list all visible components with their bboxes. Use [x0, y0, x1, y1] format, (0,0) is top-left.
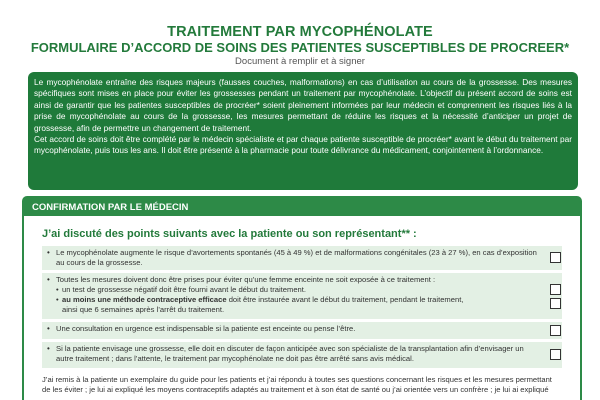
- physician-confirmation-section: [22, 196, 582, 400]
- confirm-checkbox-pregnancy-plan[interactable]: [550, 349, 561, 360]
- confirm-checkbox-contraception[interactable]: [550, 298, 561, 309]
- intro-paragraph-2: Cet accord de soins doit être complété par le médecin spécialiste et par chaque patiente susceptible de procréer* avant le début du traitement par mycophénolate, puis tous les ans. Il doit être présenté à la pharmacie pour toute délivrance du médicament, conjointement à l’ordonnance.: [34, 134, 572, 156]
- intro-paragraph-1: Le mycophénolate entraîne des risques majeurs (fausses couches, malformations) en cas d’utilisation au cours de la grossesse. Des mesures spécifiques sont mises en place pour éviter les grossesses pendant un traitement par mycophénolate. L’objectif du présent accord de soins est ainsi de garantir que les patientes susceptibles de procréer* soient pleinement informées par leur médecin et comprennent les risques liés à la prise de mycophénolate au cours de la grossesse, les mesures permettant de réduire les risques et la nécessité d’anticiper un projet de grossesse, afin de permettre un changement de traitement.: [34, 77, 572, 133]
- bullet-icon: •: [47, 324, 50, 333]
- physician-statement: J’ai remis à la patiente un exemplaire du guide pour les patients et j’ai répondu à toutes ses questions concernant les risques et les mesures permettant de les éviter ; je lui ai expliqué les moyens contraceptifs adaptés au traitement et à son état de santé ou j’ai orientée vers un confrère ; je lui ai expliqué: [42, 375, 552, 394]
- contraception-emphasis: au moins une méthode contraceptive efficace: [62, 295, 227, 304]
- form-subtitle: Document à remplir et à signer: [235, 56, 365, 67]
- checklist-text: Si la patiente envisage une grossesse, elle doit en discuter de façon anticipée avec son spécialiste de la transplantation afin d’envisager un autre traitement ; dans l’attente, le traitement par mycophénolate ne doit pas être arrêté sans avis médical.: [56, 344, 524, 363]
- checklist-text: Toutes les mesures doivent donc être prises pour éviter qu’une femme enceinte ne soit exposée à ce traitement :: [56, 275, 436, 284]
- form-title-line1: TRAITEMENT PAR MYCOPHÉNOLATE: [167, 24, 433, 40]
- checklist-text: Une consultation en urgence est indispensable si la patiente est enceinte ou pense l’être.: [56, 324, 356, 333]
- sub-item-pregnancy-test: un test de grossesse négatif doit être fourni avant le début du traitement.: [62, 285, 306, 294]
- sub-item-contraception: [62, 295, 532, 305]
- bullet-icon: •: [47, 275, 50, 284]
- sub-bullet-icon: •: [56, 295, 59, 304]
- intro-box: [28, 72, 578, 190]
- checklist-row: [42, 246, 562, 270]
- section-question: J’ai discuté des points suivants avec la patiente ou son représentant** :: [42, 228, 417, 240]
- checklist-text: Le mycophénolate augmente le risque d’avortements spontanés (45 à 49 %) et de malformations congénitales (23 à 27 %), en cas d’exposition au cours de la grossesse.: [56, 248, 537, 267]
- sub-bullet-icon: •: [56, 285, 59, 294]
- checklist-row: [42, 322, 562, 339]
- form-title-line2: FORMULAIRE D’ACCORD DE SOINS DES PATIENTES SUSCEPTIBLES DE PROCREER*: [30, 40, 570, 55]
- checklist-row: [42, 273, 562, 319]
- bullet-icon: •: [47, 248, 50, 257]
- section-header: CONFIRMATION PAR LE MÉDECIN: [24, 198, 580, 216]
- checklist-row: [42, 342, 562, 368]
- sub-item-contraception-cont: ainsi que 6 semaines après l’arrêt du traitement.: [62, 305, 225, 314]
- confirm-checkbox-risks[interactable]: [550, 252, 561, 263]
- contraception-text: doit être instaurée avant le début du traitement, pendant le traitement,: [226, 295, 464, 304]
- bullet-icon: •: [47, 344, 50, 353]
- confirm-checkbox-pregnancy-test[interactable]: [550, 284, 561, 295]
- confirm-checkbox-emergency[interactable]: [550, 325, 561, 336]
